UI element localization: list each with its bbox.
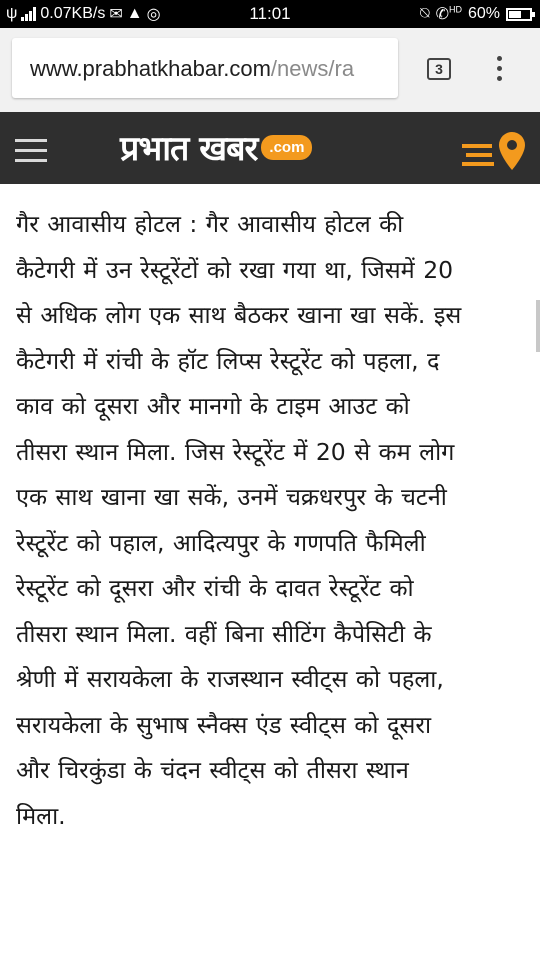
hd-label: HD: [448, 4, 462, 15]
location-pin-icon[interactable]: [462, 128, 528, 174]
article-line: काव को दूसरा और मानगो के टाइम आउट को: [16, 392, 410, 420]
article-line: कैटेगरी में उन रेस्टूरेंटों को रखा गया था, जिसमें 20: [16, 255, 454, 284]
article-body: [16, 202, 528, 839]
warning-icon: ▲: [126, 5, 143, 22]
whatsapp-icon: ◎: [146, 6, 161, 23]
article-line: मिला.: [16, 801, 66, 830]
article-line: सरायकेला के सुभाष स्नैक्स एंड स्वीट्स को दूसरा: [16, 710, 432, 739]
url-host: www.prabhatkhabar.com: [30, 56, 271, 81]
site-logo[interactable]: [120, 124, 312, 170]
network-speed: 0.07KB/s: [40, 5, 106, 22]
hd-call-icon: ✆$^{HD}$: [435, 4, 462, 23]
battery-icon: [506, 8, 532, 21]
article-line: तीसरा स्थान मिला. वहीं बिना सीटिंग कैपेसिटी के: [16, 619, 432, 648]
usb-icon: ψ: [6, 5, 18, 22]
article-line: रेस्टूरेंट को दूसरा और रांची के दावत रेस्टूरेंट को: [16, 574, 414, 602]
browser-toolbar: [0, 28, 540, 112]
site-header: [0, 112, 540, 184]
hamburger-menu-icon[interactable]: [15, 139, 47, 161]
article-line: से अधिक लोग एक साथ बैठकर खाना खा सकें. इस: [16, 301, 462, 329]
article-line: रेस्टूरेंट को पहाल, आदित्यपुर के गणपति फैमिली: [16, 528, 426, 557]
article-line: गैर आवासीय होटल : गैर आवासीय होटल की: [16, 210, 404, 238]
status-bar: [0, 0, 540, 28]
article-line: तीसरा स्थान मिला. जिस रेस्टूरेंट में 20 से कम लोग: [16, 437, 455, 466]
logo-text: प्रभात खबर: [120, 129, 258, 169]
article-line: और चिरकुंडा के चंदन स्वीट्स को तीसरा स्थान: [16, 756, 409, 784]
overflow-menu-icon[interactable]: [493, 56, 505, 84]
battery-percent: 60%: [467, 5, 500, 22]
status-right: [420, 4, 532, 24]
mute-icon: ⍉: [419, 5, 430, 22]
tab-switcher-button[interactable]: 3: [427, 58, 451, 80]
article-line: एक साथ खाना खा सकें, उनमें चक्रधरपुर के चटनी: [16, 483, 447, 511]
address-bar[interactable]: [12, 38, 398, 98]
article-line: श्रेणी में सरायकेला के राजस्थान स्वीट्स को पहला,: [16, 665, 444, 693]
url-path: /news/ra: [270, 56, 355, 81]
mail-icon: ✉: [109, 6, 123, 23]
article-line: कैटेगरी में रांची के हॉट लिप्स रेस्टूरेंट को पहला, द: [16, 346, 440, 375]
url-text[interactable]: [30, 56, 354, 82]
logo-domain: .com: [261, 135, 312, 160]
clock: 11:01: [249, 4, 291, 23]
battery-fill: [509, 11, 521, 18]
scrollbar[interactable]: [536, 300, 540, 352]
